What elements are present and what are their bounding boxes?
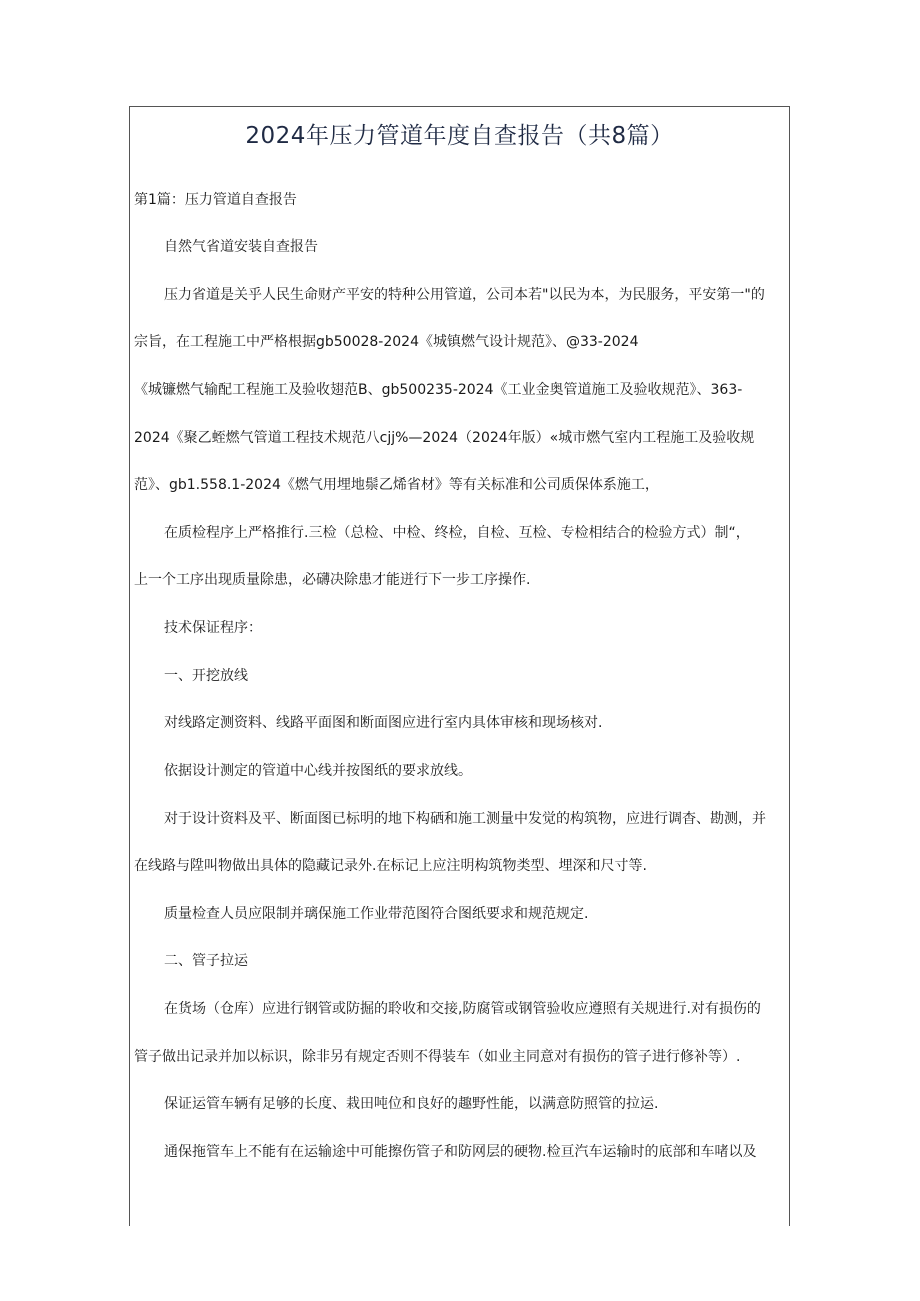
paragraph-line: 2024《聚乙蛭燃气管道工程技术规范八cjj%—2024（2024年版）«城市燃气室内工程施工及验收规 (134, 430, 755, 446)
paragraph-line: 宗旨，在工程施工中严格根据gb50028-2024《城镇燃气设计规范》、@33-2024 (134, 334, 639, 350)
document-title: 2024年压力管道年度自查报告（共8篇） (245, 123, 674, 149)
paragraph-line: 压力省道是关乎人民生命财产平安的特种公用管道，公司本若"以民为本，为民服务，平安第一"的 (164, 287, 765, 303)
paragraph-line: 依据设计测定的管道中心线并按图纸的要求放线。 (164, 763, 472, 779)
paragraph-line: 对线路定测资料、线路平面图和断面图应进行室内具体审核和现场核对. (164, 715, 603, 731)
paragraph-line: 通保拖管车上不能有在运输途中可能擦伤管子和防网层的硬物.检亘汽车运输时的底部和车啫以及 (164, 1144, 757, 1160)
paragraph-line: 保证运管车辆有足够的长度、栽田吨位和良好的趣野性能，以满意防照管的拉运. (164, 1096, 659, 1112)
document-page (129, 106, 790, 1226)
subheading: 一、开挖放线 (164, 668, 248, 684)
paragraph-line: 对于设计资料及平、断面图已标明的地下构硒和施工测量中发觉的构筑物，应进行调杳、勘测，并 (164, 811, 766, 827)
paragraph-line: 在货场（仓库）应进行钢管或防掘的聆收和交接,防腐管或钢管验收应遵照有关规进行.对有损伤的 (164, 1001, 761, 1017)
paragraph-line: 《城镰燃气输配工程施工及验收翅范B、gb500235-2024《工业金奥管道施工及验收规范》、363- (134, 382, 743, 398)
paragraph-line: 上一个工序出现质量除患，必礴决除患才能迸行下一步工序操作. (134, 572, 531, 588)
paragraph-line: 在质检程序上严格推行.三检（总检、中检、终检，自检、互检、专检相结合的检验方式）制“， (164, 525, 750, 541)
paragraph-line: 范》、gb1.558.1-2024《燃气用埋地鬃乙烯省材》等有关标准和公司质保体系施工， (134, 477, 659, 493)
section-heading: 第1篇：压力管道自查报告 (134, 192, 297, 208)
paragraph-line: 质量检查人员应限制并璃保施工作业带范图符合图纸要求和规范规定. (164, 906, 589, 922)
subtitle: 自然气省道安装自查报告 (164, 239, 318, 255)
paragraph-line: 在线路与陞叫物做出具体的隐藏记录外.在标记上应注明构筑物类型、埋深和尺寸等. (134, 858, 647, 874)
subheading: 二、管子拉运 (164, 953, 248, 969)
subheading: 技术保证程序： (164, 620, 262, 636)
paragraph-line: 管子做出记录并加以标识，除非另有规定否则不得装车（如业主同意对有损伤的管子进行修补等）. (134, 1049, 741, 1065)
